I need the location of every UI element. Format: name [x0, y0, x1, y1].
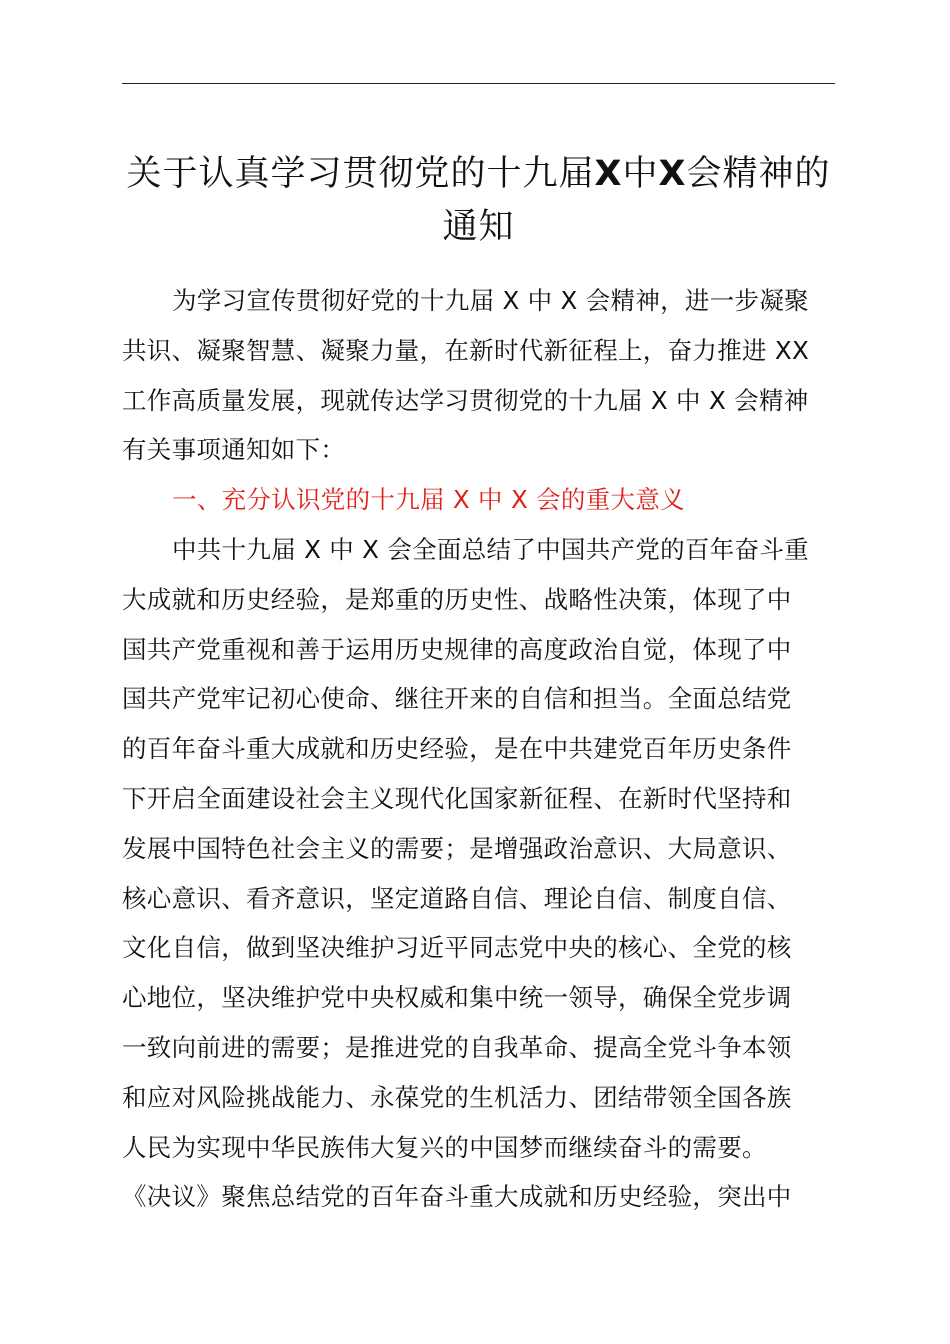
title-x-2: X	[658, 154, 687, 194]
intro-line: 为学习宣传贯彻好党的十九届 X 中 X 会精神，进一步凝聚	[172, 286, 809, 315]
section-1-line: 的百年奋斗重大成就和历史经验，是在中共建党百年历史条件	[122, 734, 792, 764]
title-x-1: X	[594, 154, 623, 194]
intro-line: 有关事项通知如下：	[122, 435, 346, 465]
header-rule	[122, 83, 835, 84]
intro-line: 共识、凝聚智慧、凝聚力量，在新时代新征程上，奋力推进 XX	[122, 335, 810, 365]
section-1-line: 发展中国特色社会主义的需要；是增强政治意识、大局意识、	[122, 833, 792, 863]
title-line-2: 通知	[442, 207, 515, 247]
section-1-line: 中共十九届 X 中 X 会全面总结了中国共产党的百年奋斗重	[172, 534, 809, 564]
section-1-line: 下开启全面建设社会主义现代化国家新征程、在新时代坚持和	[122, 783, 792, 813]
section-1-line: 国共产党重视和善于运用历史规律的高度政治自觉，体现了中	[122, 634, 792, 664]
title-part-b: 会精神的	[686, 154, 831, 194]
section-1-heading: 一、充分认识党的十九届 X 中 X 会的重大意义	[172, 485, 685, 515]
title-line-1	[122, 148, 835, 201]
document-body	[122, 276, 835, 1222]
section-1-line: 核心意识、看齐意识，坚定道路自信、理论自信、制度自信、	[122, 883, 792, 913]
section-1-line: 大成就和历史经验，是郑重的历史性、战略性决策，体现了中	[122, 584, 792, 614]
section-1-line: 心地位，坚决维护党中央权威和集中统一领导，确保全党步调	[122, 983, 792, 1013]
section-1-line: 人民为实现中华民族伟大复兴的中国梦而继续奋斗的需要。	[122, 1132, 767, 1162]
title-part-a: 关于认真学习贯彻党的十九届	[126, 154, 595, 194]
section-1-line: 国共产党牢记初心使命、继往开来的自信和担当。全面总结党	[122, 684, 792, 714]
section-1-line: 和应对风险挑战能力、永葆党的生机活力、团结带领全国各族	[122, 1082, 792, 1112]
document-title	[122, 148, 835, 254]
section-1-line: 一致向前进的需要；是推进党的自我革命、提高全党斗争本领	[122, 1032, 792, 1062]
intro-line: 工作高质量发展，现就传达学习贯彻党的十九届 X 中 X 会精神	[122, 385, 809, 415]
section-1-line: 文化自信，做到坚决维护习近平同志党中央的核心、全党的核	[122, 933, 792, 963]
title-mid: 中	[622, 154, 659, 194]
section-1-line: 《决议》聚焦总结党的百年奋斗重大成就和历史经验，突出中	[122, 1182, 792, 1212]
